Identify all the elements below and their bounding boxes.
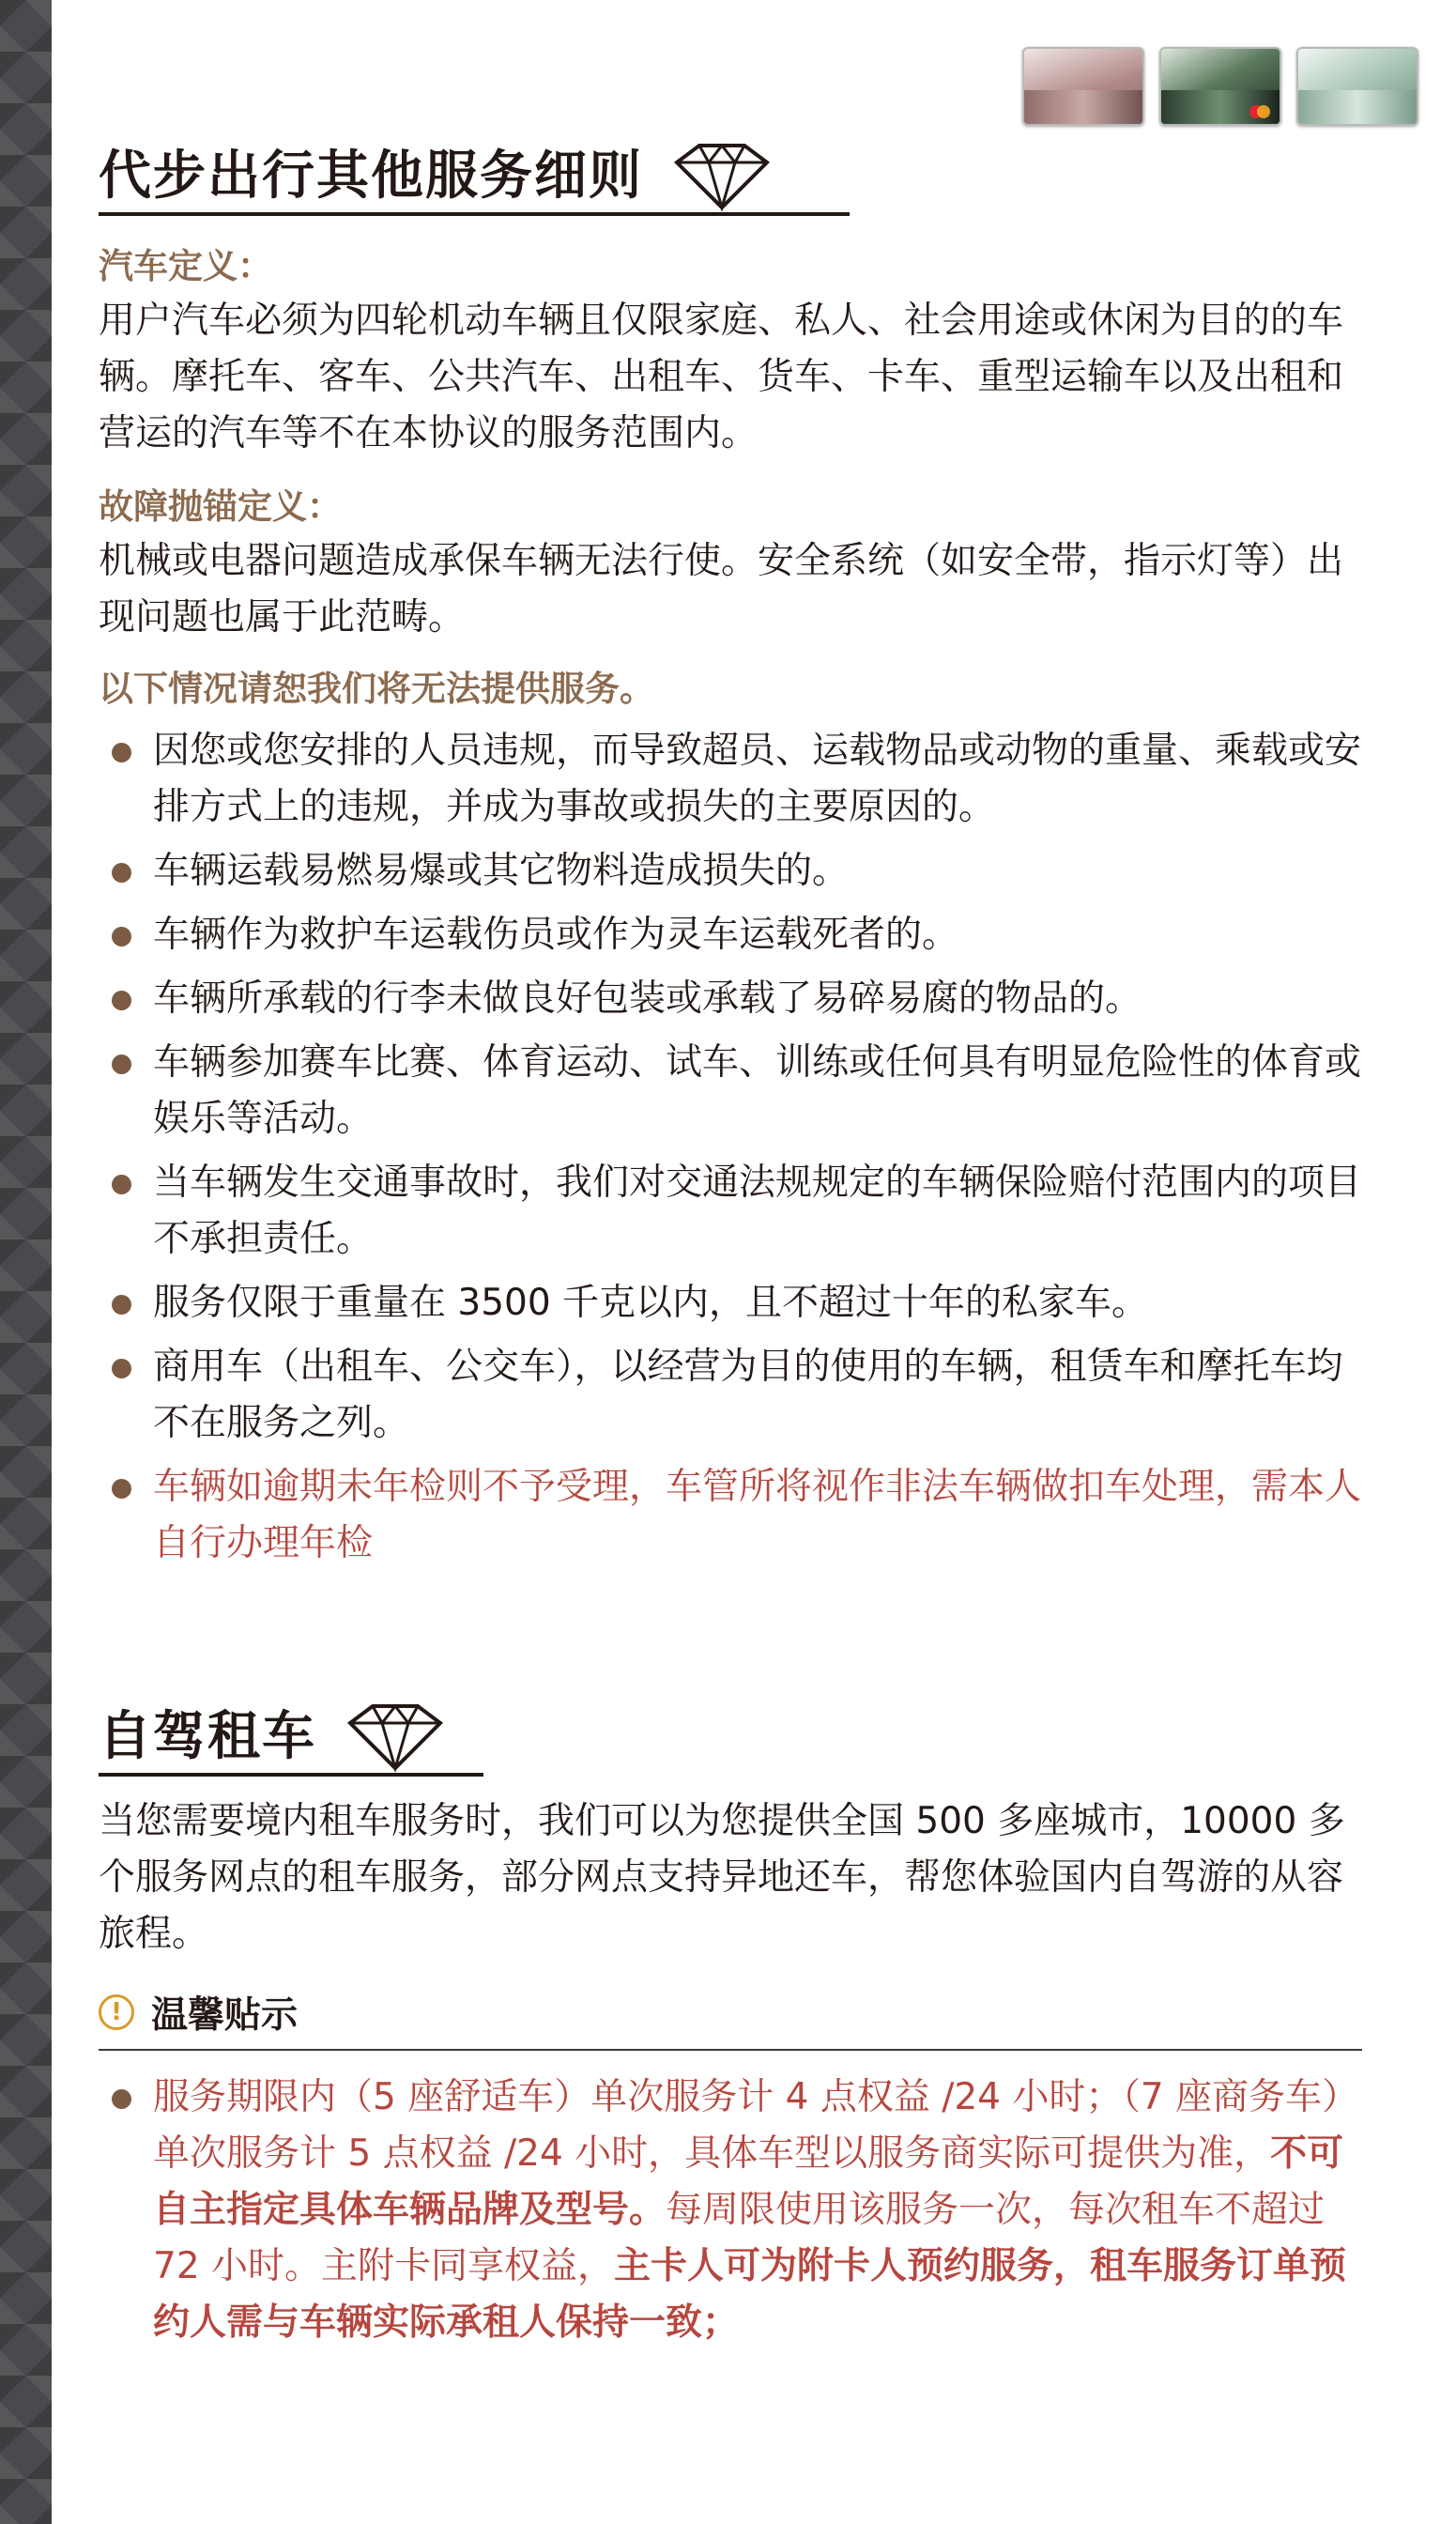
section-title: 代步出行其他服务细则 (99, 146, 643, 207)
tip-text-2: 每周限使用该服务一次，每次租车不超过 72 小时。主附卡同享权益， (153, 2189, 1326, 2287)
list-item: 车辆运载易燃易爆或其它物料造成损失的。 (99, 843, 1362, 900)
list-item: 当车辆发生交通事故时，我们对交通法规规定的车辆保险赔付范围内的项目不承担责任。 (99, 1155, 1362, 1268)
warning-icon: ! (99, 1994, 134, 2030)
tip-title: 温馨贴示 (151, 1994, 299, 2037)
tip-bold-text-1: 不可自主指定具体车辆品牌及型号。 (153, 2132, 1344, 2231)
tip-list (99, 2070, 1362, 2351)
tip-divider (99, 2049, 1362, 2051)
tip-text-1: 服务期限内（5 座舒适车）单次服务计 4 点权益 /24 小时；（7 座商务车）单次服务计 5 点权益 /24 小时，具体车型以服务商实际可提供为准， (153, 2076, 1359, 2175)
card-green-thumbnail (1159, 47, 1281, 126)
tip-header (99, 1985, 1362, 2039)
list-item: 车辆作为救护车运载伤员或作为灵车运载死者的。 (99, 907, 1362, 963)
section-self-drive-rental (99, 1701, 1362, 2359)
bank-card-thumbnails (1022, 47, 1418, 126)
tip-bold-text-2: 主卡人可为附卡人预约服务，租车服务订单预约人需与车辆实际承租人保持一致； (153, 2245, 1347, 2344)
section-heading (99, 141, 1362, 212)
list-item: 车辆所承载的行李未做良好包装或承载了易碎易腐的物品的。 (99, 971, 1362, 1027)
title-underline (99, 212, 850, 216)
list-item-tip (99, 2070, 1362, 2351)
section-other-service-rules (99, 141, 1362, 1579)
list-item: 服务仅限于重量在 3500 千克以内，且不超过十年的私家车。 (99, 1275, 1362, 1331)
breakdown-definition-label: 故障抛锚定义： (99, 486, 342, 527)
diamond-icon (337, 1702, 453, 1772)
section-title: 自驾租车 (99, 1706, 316, 1767)
diamond-icon (664, 142, 780, 211)
list-item: 车辆参加赛车比赛、体育运动、试车、训练或任何具有明显危险性的体育或娱乐等活动。 (99, 1035, 1362, 1147)
list-item: 因您或您安排的人员违规，而导致超员、运载物品或动物的重量、乘载或安排方式上的违规，并成为事故或损失的主要原因的。 (99, 723, 1362, 836)
card-brown-thumbnail (1022, 47, 1144, 126)
mastercard-icon (1249, 105, 1270, 118)
exclusion-heading: 以下情况请恕我们将无法提供服务。 (99, 669, 654, 709)
breakdown-definition-text: 机械或电器问题造成承保车辆无法行使。安全系统（如安全带，指示灯等）出现问题也属于此范畴。 (99, 540, 1344, 639)
section-heading (99, 1701, 1362, 1773)
card-teal-thumbnail (1296, 47, 1418, 126)
exclusion-list (99, 723, 1362, 1572)
list-item-highlight: 车辆如逾期未年检则不予受理，车管所将视作非法车辆做扣车处理，需本人自行办理年检 (99, 1459, 1362, 1572)
list-item: 商用车（出租车、公交车），以经营为目的使用的车辆，租赁车和摩托车均不在服务之列。 (99, 1339, 1362, 1452)
car-definition-text: 用户汽车必须为四轮机动车辆且仅限家庭、私人、社会用途或休闲为目的的车辆。摩托车、客车、公共汽车、出租车、货车、卡车、重型运输车以及出租和营运的汽车等不在本协议的服务范围内。 (99, 300, 1344, 454)
car-definition-label: 汽车定义： (99, 246, 272, 286)
title-underline (99, 1773, 483, 1777)
rental-intro-text: 当您需要境内租车服务时，我们可以为您提供全国 500 多座城市，10000 多个服务网点的租车服务，部分网点支持异地还车，帮您体验国内自驾游的从容旅程。 (99, 1800, 1345, 1955)
decorative-side-strip (0, 0, 52, 2524)
